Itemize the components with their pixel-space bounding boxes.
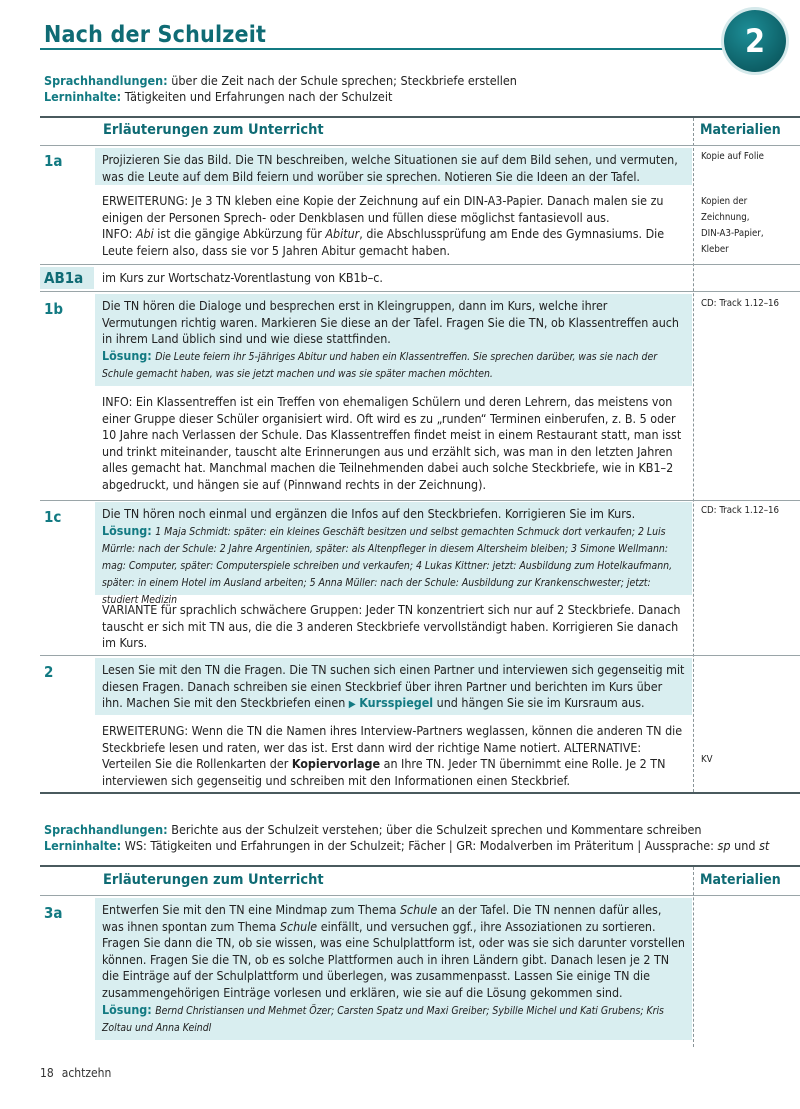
row-rule [40,655,800,656]
lerninhalte-line [44,89,392,105]
cell-2-extension [95,719,692,791]
page-word: achtzehn [61,1066,112,1080]
loesung-label-1c: Lösung: [102,522,152,538]
header-rule [40,145,800,146]
cell-1b-info: INFO: Ein Klassentreffen ist ein Treffen von ehemaligen Schülern und deren Lehrern, das meistens von einer Gruppe dieser Schüler organisiert wird. Oft wird es zu „runden“ Terminen einberufen, z. B. 5 oder 10 Jahre nach Verlassen der Schule. Das Klassentreffen findet meist in einem Restaurant statt, man isst und trinkt miteinander, tauscht alte Erinnerungen aus und erzählt sich, was man in den letzten Jahren alles gemacht hat. Manchmal machen die Teilnehmenden dabei auch solche Steckbriefe, wie in KB1–2 abgedruckt, und hängen sie auf (Pinnwand rechts in der Zeichnung). [102,394,682,492]
step-label-3a: 3a [44,904,63,922]
materials-divider [693,118,694,792]
material-1b: CD: Track 1.12–16 [701,298,780,309]
row-rule [40,500,800,501]
lerninhalte-line-2 [44,838,769,854]
step-label-2: 2 [44,663,54,681]
term-sp: sp [717,838,731,853]
material-2: KV [701,754,713,765]
material-1a-extension [701,194,793,258]
text-1b: Die TN hören die Dialoge und besprechen erst in Kleingruppen, dann im Kurs, welche ihrer Vermutungen richtig waren. Markieren Sie diese an der Tafel. Fragen Sie die TN, ob Klassentreffen auch in ihrem Land üblich sind und wie diese stattfinden. [102,298,679,347]
cell-ab1a: im Kurs zur Wortschatz-Vorentlastung von KB1b–c. [102,270,383,285]
material-1c: CD: Track 1.12–16 [701,505,780,516]
text-3a-b: an der Tafel. Die TN nennen dafür alles, was ihnen spontan zum Thema [102,902,662,934]
sprachhandlungen-text: über die Zeit nach der Schule sprechen; Steckbriefe erstellen [171,73,517,88]
row-rule [40,264,800,265]
sprachhandlungen-label: Sprachhandlungen: [44,73,168,88]
info-middle: ist die gängige Abkürzung für [153,226,326,242]
term-abitur: Abitur [325,226,360,242]
loesung-label-3a: Lösung: [102,1001,152,1017]
kursspiegel-term: Kursspiegel [359,695,434,711]
title-rule [40,48,740,50]
term-st: st [759,838,770,853]
chapter-badge: 2 [724,10,786,72]
cell-1a: Projizieren Sie das Bild. Die TN beschreiben, welche Situationen sie auf dem Bild sehen, und vermuten, was die Leute auf dem Bild feiern und worüber sie sprechen. Notieren Sie die Ideen an der Tafel. [95,148,692,185]
column-header-explanations-2: Erläuterungen zum Unterricht [103,872,324,888]
cell-1c [95,502,692,606]
kopiervorlage-term: Kopiervorlage [291,756,381,772]
table-top-rule [40,116,800,118]
page-title: Nach der Schulzeit [44,22,267,48]
cell-3a [95,898,692,1040]
table-bottom-rule [40,792,800,794]
text-2b: und hängen Sie sie im Kursraum aus. [433,695,645,711]
loesung-1c: 1 Maja Schmidt: später: ein kleines Geschäft besitzen und selbst gemachten Schmuck dort verkaufen; 2 Luis Mürrle: nach der Schule: 2 Jahre Argentinien, später: als Altenpfleger in diesem Altersheim bleiben; 3 Simone Wellmann: mag: Computer, später: Computerspiele schreiben und verkaufen; 4 Lukas Kittner: jetzt: Ausbildung zum Hotelkaufmann, später: in einem Hotel im Ausland arbeiten; 5 Anna Müller: nach der Schule: Ausbildung zur Krankenschwester; jetzt: studiert Medizin [102,525,673,606]
table2-top-rule [40,865,800,867]
lerninhalte-label: Lerninhalte: [44,89,122,104]
page-footer [40,1066,111,1080]
material-line: Kopien der [701,196,748,207]
loesung-1b: Die Leute feiern ihr 5-jähriges Abitur und haben ein Klassentreffen. Sie sprechen darüber, was sie nach der Schule gemacht haben, was sie jetzt machen und was sie später machen möchten. [102,350,658,380]
lerninhalte-und: und [730,838,760,853]
step-label-1a: 1a [44,152,63,170]
loesung-label-1b: Lösung: [102,347,152,363]
loesung-3a: Bernd Christiansen und Mehmet Özer; Carsten Spatz und Maxi Greiber; Sybille Michel und Kati Grubens; Kris Zoltau und Anna Keindl [102,1004,664,1034]
sprachhandlungen-line-2 [44,822,702,838]
step-label-1b: 1b [44,300,64,318]
sprachhandlungen-text-2: Berichte aus der Schulzeit verstehen; über die Schulzeit sprechen und Kommentare schreiben [171,822,702,837]
materials-divider-2 [693,867,694,1047]
info-prefix: INFO: [102,226,136,242]
step-label-1c: 1c [44,508,62,526]
header-rule-2 [40,895,800,896]
material-line: Zeichnung, [701,212,750,223]
text-2a: Lesen Sie mit den TN die Fragen. Die TN suchen sich einen Partner und interviewen sich gegenseitig mit diesen Fragen. Danach schreiben sie einen Steckbrief über ihren Partner und berichten im Kurs über ihn. Machen Sie mit den Steckbriefen einen [102,662,685,711]
term-abi: Abi [135,226,154,242]
text-3a-c: einfällt, und versuchen ggf., ihre Assoziationen zu sortieren. Fragen Sie dann die TN, ob sie wissen, was eine Schulplattform ist, oder was sie sich darunter vorstellen können. Fragen Sie die TN, ob es solche Plattformen auch in ihren Ländern gibt. Danach lesen je 2 TN die Einträge auf der Schulplattform und überlegen, was zusammenpasst. Lassen Sie einige TN die zusammengehörigen Einträge vorlesen und erklären, wie sie auf die Lösung gekommen sind. [102,918,686,1000]
triangle-icon: ▶ [348,699,356,711]
column-header-materials: Materialien [700,122,781,138]
text-1c: Die TN hören noch einmal und ergänzen die Infos auf den Steckbriefen. Korrigieren Sie im Kurs. [102,506,636,521]
cell-1a-extension [95,189,692,261]
cell-1b [95,294,692,386]
erweiterung-2a: ERWEITERUNG: Wenn die TN die Namen ihres Interview-Partners weglassen, können die anderen TN die Steckbriefe lesen und raten, wer das ist. Erst dann wird der richtige Name notiert. ALTERNATIVE: Verteilen Sie die Rollenkarten der [102,723,683,772]
sprachhandlungen-label-2: Sprachhandlungen: [44,822,168,837]
info-end: , die Abschlussprüfung am Ende des Gymnasiums. Die Leute feiern also, dass sie vor 5 Jahren Abitur gemacht haben. [102,226,665,258]
column-header-explanations: Erläuterungen zum Unterricht [103,122,324,138]
step-label-ab1a: AB1a [40,267,94,289]
erweiterung-1a: ERWEITERUNG: Je 3 TN kleben eine Kopie der Zeichnung auf ein DIN-A3-Papier. Danach malen sie zu einigen der Personen Sprech- oder Denkblasen und füllen diese möglichst fantasievoll aus. [102,193,664,225]
material-1a: Kopie auf Folie [701,151,764,162]
lerninhalte-text-2: WS: Tätigkeiten und Erfahrungen in der Schulzeit; Fächer | GR: Modalverben im Präteritum | Aussprache: [124,838,718,853]
erweiterung-2b: an Ihre TN. Jeder TN übernimmt eine Rolle. Je 2 TN interviewen sich gegenseitig und schreiben mit den Informationen einen Steckbrief. [102,756,666,788]
page-number: 18 [40,1066,54,1080]
lerninhalte-label-2: Lerninhalte: [44,838,122,853]
term-schule: Schule [279,918,318,934]
cell-2 [95,658,692,715]
column-header-materials-2: Materialien [700,872,781,888]
cell-1c-variante: VARIANTE für sprachlich schwächere Gruppen: Jeder TN konzentriert sich nur auf 2 Steckbriefe. Danach tauscht er sich mit TN aus, die die 3 anderen Steckbriefe vervollständigt haben. Korrigieren Sie danach im Kurs. [102,602,681,651]
material-line: DIN-A3-Papier, [701,228,764,239]
term-schule: Schule [399,902,438,917]
sprachhandlungen-line [44,73,517,89]
row-rule [40,291,800,292]
material-line: Kleber [701,244,729,255]
text-3a-a: Entwerfen Sie mit den TN eine Mindmap zum Thema [102,902,400,917]
lerninhalte-text: Tätigkeiten und Erfahrungen nach der Schulzeit [124,89,393,104]
